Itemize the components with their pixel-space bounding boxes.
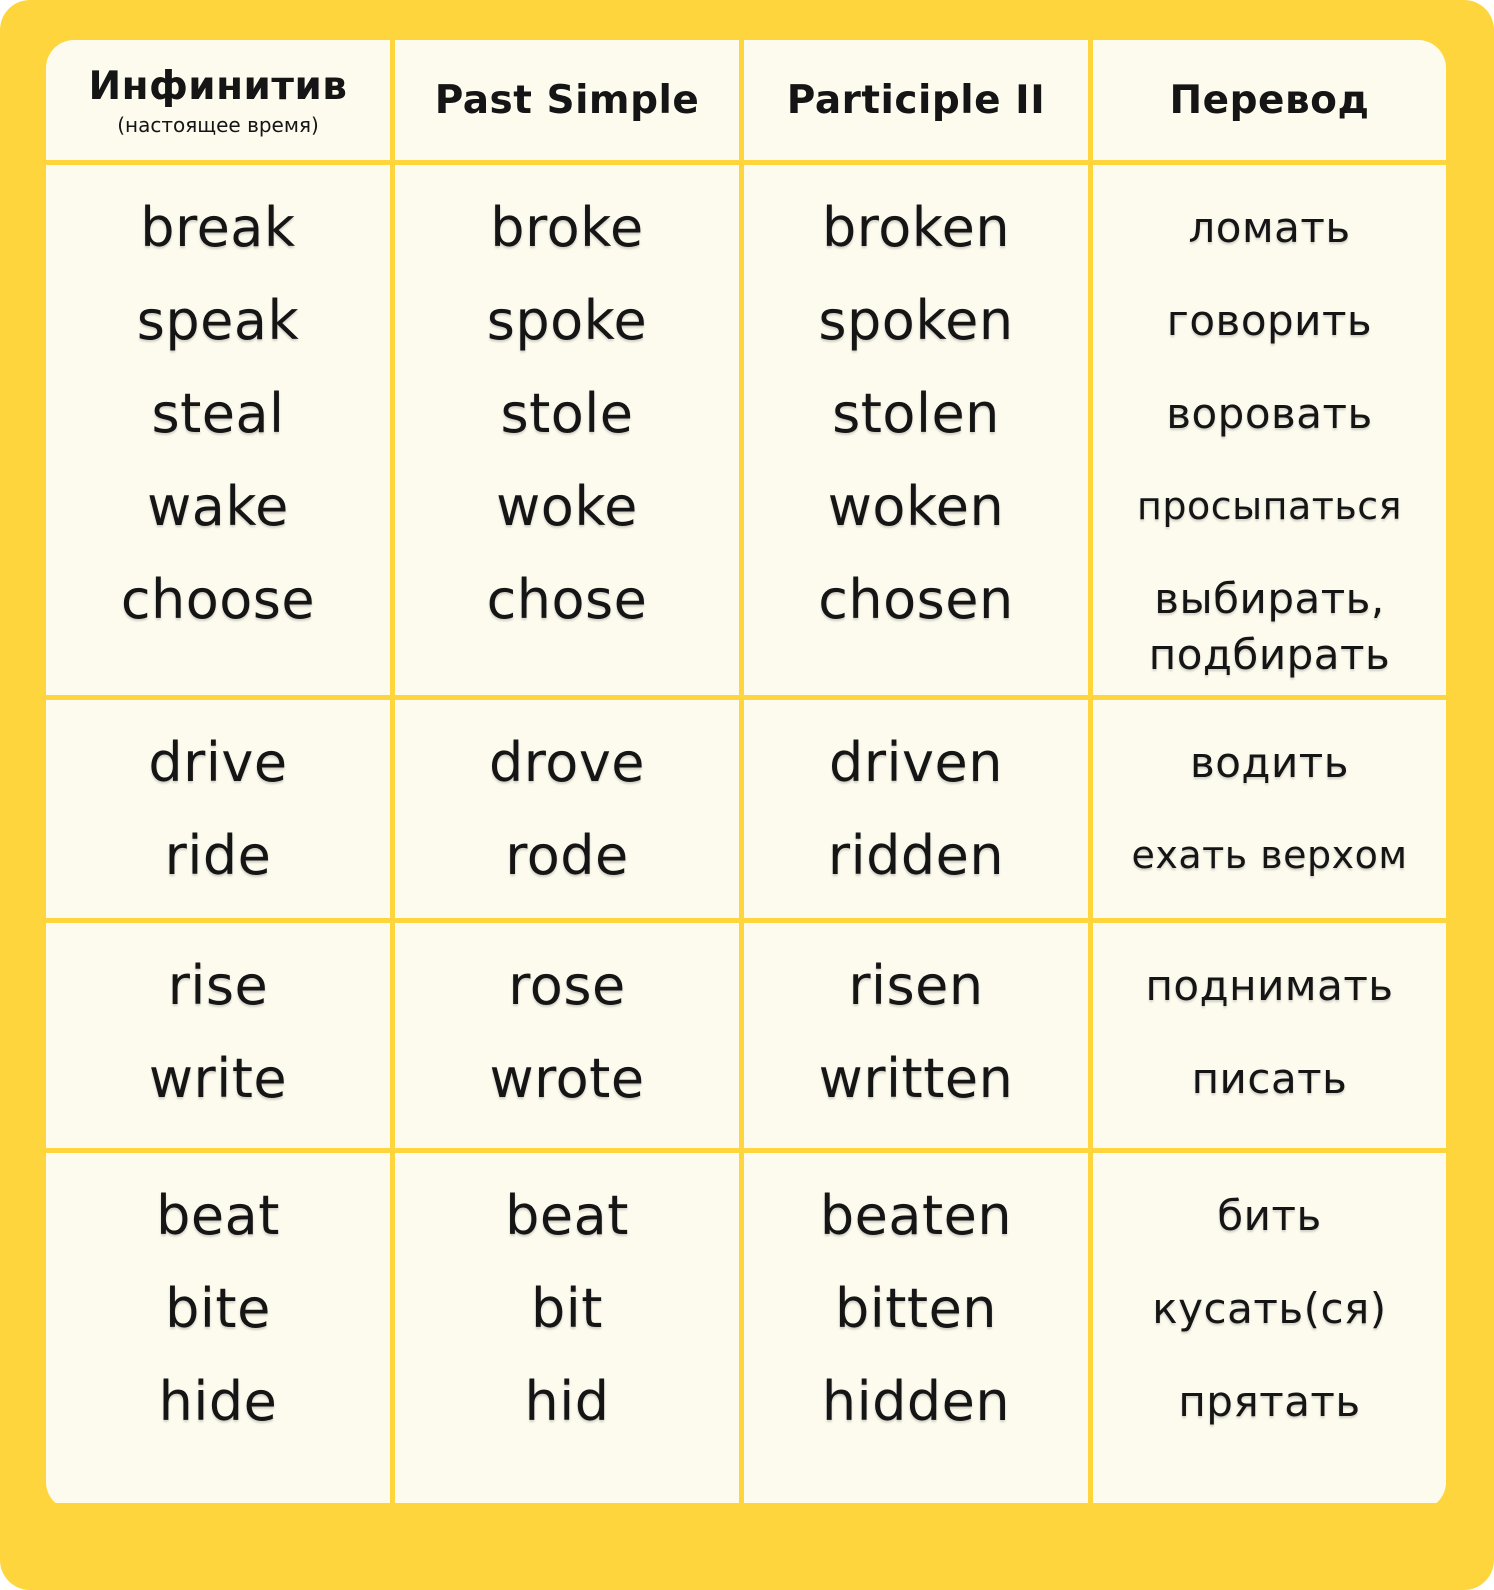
group2-participle-cell (744, 700, 1088, 918)
translation-word: поднимать (1145, 961, 1394, 1010)
translation-word: писать (1191, 1054, 1348, 1103)
verb-word: hid (524, 1370, 610, 1433)
verb-word: choose (120, 568, 316, 631)
translation-word: воровать (1166, 389, 1373, 438)
verb-word: woke (496, 475, 638, 538)
verb-word: ridden (827, 824, 1005, 887)
header-past-simple (395, 40, 739, 160)
verb-word: written (818, 1047, 1014, 1110)
verb-word: bit (531, 1277, 603, 1340)
header-translation (1093, 40, 1446, 160)
translation-word: бить (1217, 1191, 1322, 1240)
verb-word: wake (147, 475, 289, 538)
group4-participle-cell (744, 1153, 1088, 1503)
header-infinitive (46, 40, 390, 160)
translation-word: ломать (1188, 203, 1351, 252)
verb-word: stolen (832, 382, 1000, 445)
verb-word: chosen (818, 568, 1014, 631)
verb-word: write (148, 1047, 288, 1110)
translation-word: водить (1189, 738, 1349, 787)
header-translation-title: Перевод (1169, 77, 1370, 123)
translation-word: просыпаться (1136, 484, 1403, 528)
group1-participle-cell (744, 165, 1088, 695)
verb-word: ride (164, 824, 272, 887)
verb-word: spoke (486, 289, 648, 352)
group1-past-cell (395, 165, 739, 695)
group3-participle-cell (744, 923, 1088, 1148)
header-participle-title: Participle II (786, 77, 1046, 123)
verb-word: drove (488, 731, 645, 794)
translation-word: выбирать, подбирать (1148, 574, 1391, 679)
verb-word: beaten (819, 1184, 1013, 1247)
verb-word: beat (505, 1184, 629, 1247)
verb-word: driven (829, 731, 1003, 794)
verb-word: hidden (821, 1370, 1011, 1433)
group2-translation-cell (1093, 700, 1446, 918)
verb-word: rise (167, 954, 269, 1017)
group2-past-cell (395, 700, 739, 918)
header-participle (744, 40, 1088, 160)
verb-word: wrote (489, 1047, 645, 1110)
header-infinitive-title: Инфинитив (88, 63, 348, 109)
verb-word: bite (165, 1277, 271, 1340)
verb-word: spoken (818, 289, 1014, 352)
irregular-verbs-table (46, 40, 1446, 1510)
verb-word: risen (848, 954, 984, 1017)
verb-word: rode (505, 824, 629, 887)
group1-infinitive-cell (46, 165, 390, 695)
group4-past-cell (395, 1153, 739, 1503)
verb-word: chose (486, 568, 648, 631)
group1-translation-cell (1093, 165, 1446, 695)
translation-word: прятать (1178, 1377, 1361, 1426)
group4-translation-cell (1093, 1153, 1446, 1503)
verb-word: broke (490, 196, 644, 259)
group4-infinitive-cell (46, 1153, 390, 1503)
verb-word: beat (156, 1184, 280, 1247)
verb-word: drive (148, 731, 288, 794)
verb-word: rose (508, 954, 626, 1017)
group3-infinitive-cell (46, 923, 390, 1148)
verb-word: hide (158, 1370, 278, 1433)
group2-infinitive-cell (46, 700, 390, 918)
verb-word: speak (136, 289, 300, 352)
header-past-simple-title: Past Simple (434, 77, 700, 123)
group3-translation-cell (1093, 923, 1446, 1148)
verb-word: break (140, 196, 296, 259)
translation-word: ехать верхом (1131, 833, 1408, 877)
group3-past-cell (395, 923, 739, 1148)
header-infinitive-subtitle: (настоящее время) (117, 112, 319, 137)
translation-word: кусать(ся) (1152, 1284, 1387, 1333)
verb-word: broken (821, 196, 1011, 259)
verb-word: stole (500, 382, 634, 445)
verb-word: steal (151, 382, 285, 445)
translation-word: говорить (1166, 296, 1373, 345)
verb-word: bitten (834, 1277, 998, 1340)
verb-word: woken (827, 475, 1005, 538)
